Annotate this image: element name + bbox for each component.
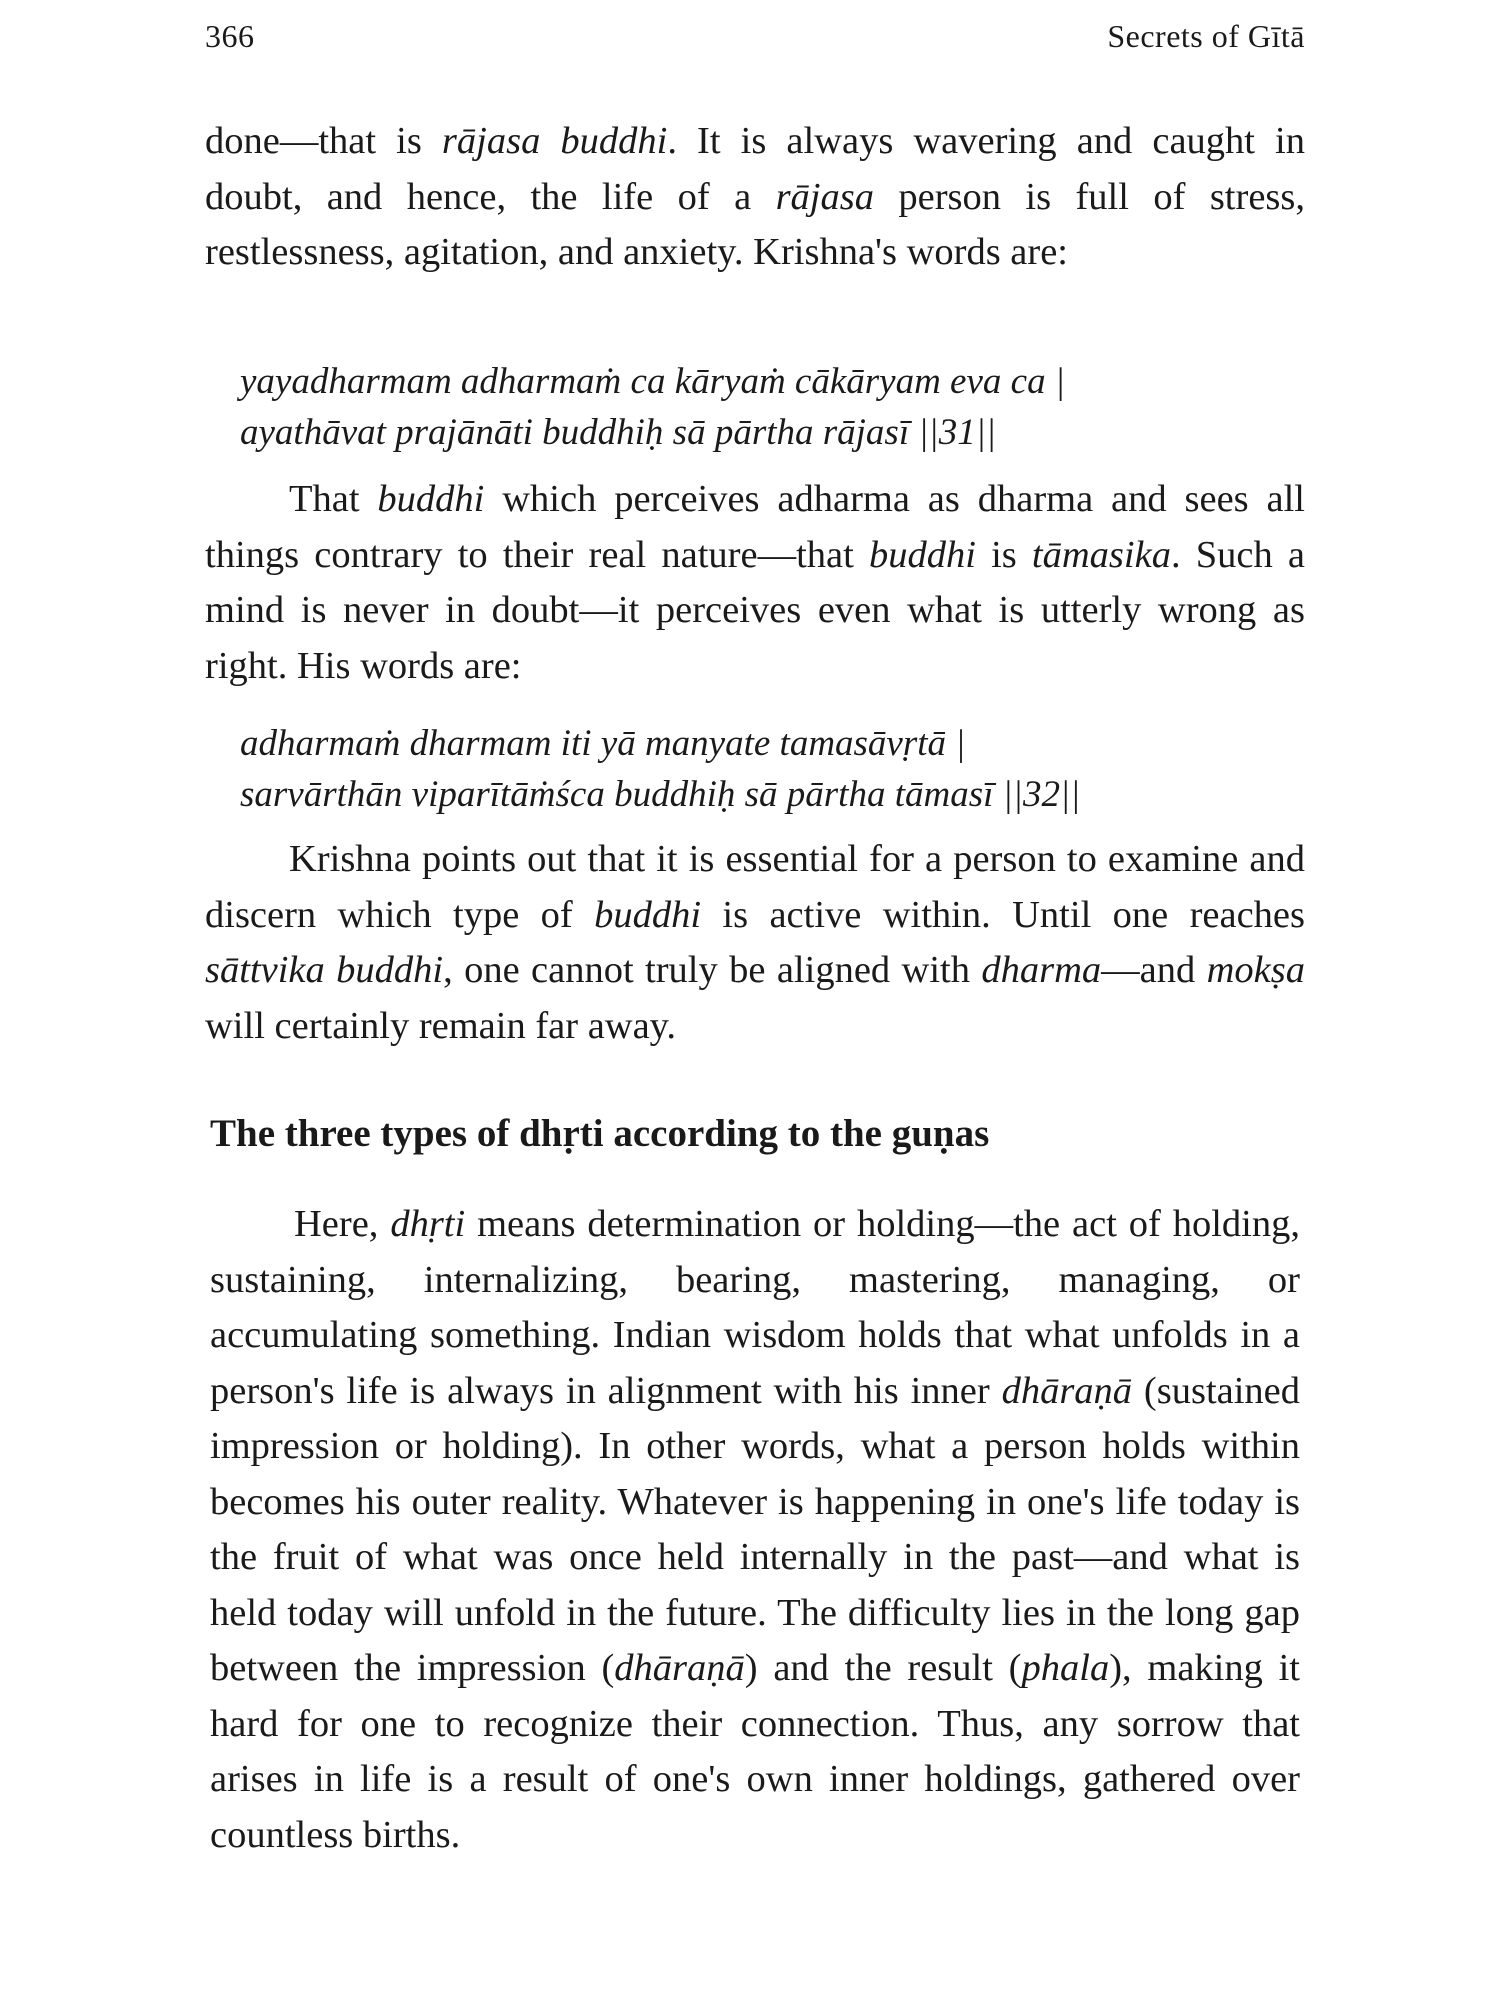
italic-term: sāttvika buddhi [205,949,444,991]
paragraph-text [210,1197,1300,1863]
italic-term: tāmasika [1031,533,1171,576]
italic-term: dharma [981,949,1102,991]
paragraph-rajasa-buddhi [205,114,1305,281]
book-title: Secrets of Gītā [1107,18,1305,54]
text-run: will certainly remain far away. [205,1004,677,1047]
text-run: Here, [294,1203,391,1245]
text-run: done—that is [205,120,442,162]
text-run: person is full of stress, restlessness, agitation, and anxiety. Krishna's words are: [205,175,1305,273]
text-run: . It is always wavering and caught in doubt, and hence, the life of a [205,120,1306,218]
verse-line: sarvārthān viparītāṁśca buddhiḥ sā pārtha tāmasī ||32|| [240,774,1081,815]
verse-line: yayadharmam adharmaṁ ca kāryaṁ cākāryam eva ca | [240,361,1065,402]
text-run: is active within. Until one reaches [701,893,1305,936]
text-run: ), making it hard for one to recognize their connection. Thus, any sorrow that arises in life is a result of one's own inner holdings, gathered over countless births. [210,1647,1300,1856]
verse-31 [240,356,1310,458]
paragraph-tamasika-buddhi [205,472,1305,694]
text-run: (sustained impression or holding). In other words, what a person holds within becomes his outer reality. Whatever is happening in one's life today is the fruit of what was once held internally in the past—and what is held today will unfold in the future. The difficulty lies in the long gap between the impression ( [210,1369,1301,1689]
paragraph-text [205,472,1305,694]
text-run: is [975,533,1032,576]
verse-line: ayathāvat prajānāti buddhiḥ sā pārtha rājasī ||31|| [240,412,997,453]
text-run: , one cannot truly be aligned with [443,949,982,991]
verse-32 [240,718,1310,820]
text-run: which perceives adharma as dharma and sees all things contrary to their real nature—that [205,478,1305,576]
paragraph-discern-buddhi [205,832,1305,1054]
italic-term: rājasa [775,175,874,218]
italic-term: phala [1021,1647,1110,1689]
paragraph-dhrti [210,1197,1300,1863]
text-run: That [289,478,378,520]
section-heading: The three types of dhṛti according to the guṇas [210,1112,990,1155]
text-run: —and [1101,949,1207,991]
italic-term: dhāraṇā [614,1647,745,1689]
italic-term: buddhi [594,893,702,936]
text-run: . Such a mind is never in doubt—it perceives even what is utterly wrong as right. His words are: [205,533,1305,687]
running-head [205,18,1305,62]
page-number: 366 [205,18,255,54]
text-run: ) and the result ( [744,1647,1022,1689]
italic-term: buddhi [377,478,485,520]
paragraph-text [205,832,1305,1054]
italic-term: dhāraṇā [1001,1369,1133,1412]
paragraph-text [205,114,1305,281]
italic-term: rājasa buddhi [441,120,668,162]
verse-line: adharmaṁ dharmam iti yā manyate tamasāvṛtā | [240,723,966,764]
italic-term: mokṣa [1206,949,1305,991]
text-run: Krishna points out that it is essential for a person to examine and discern which type of [205,838,1305,936]
text-run: means determination or holding—the act of holding, sustaining, internalizing, bearing, mastering, managing, or accumulating something. Indian wisdom holds that what unfolds in a person's life is always in alignment with his inner [210,1203,1300,1412]
italic-term: buddhi [868,533,976,576]
italic-term: dhṛti [390,1203,466,1245]
